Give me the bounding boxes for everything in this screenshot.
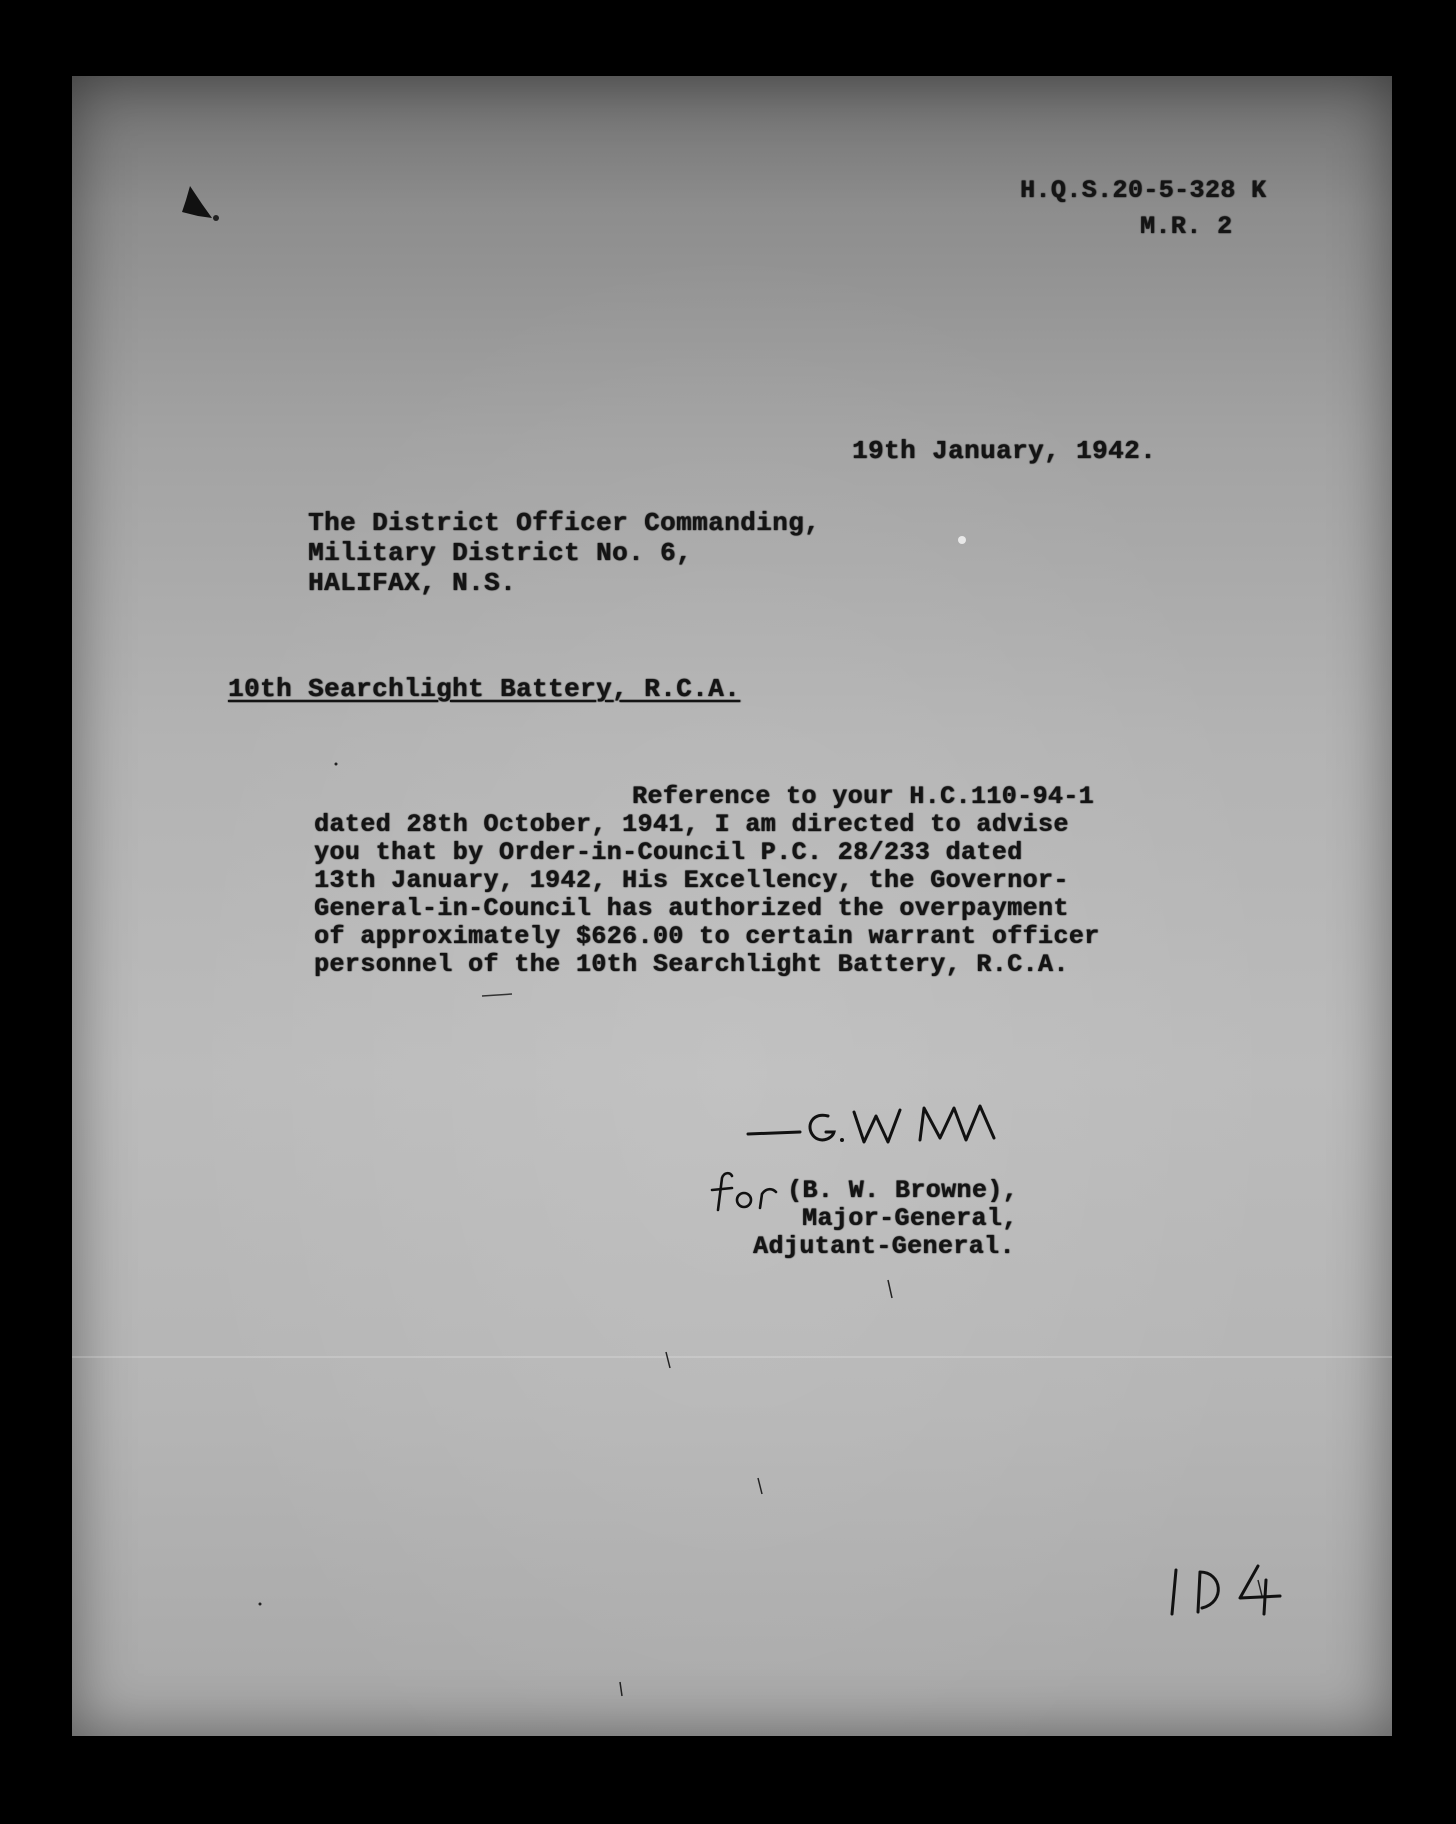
scan-marks bbox=[72, 76, 1392, 1736]
body-line-5: General-in-Council has authorized the overpayment bbox=[314, 894, 1069, 923]
body-line-7: personnel of the 10th Searchlight Battery, R.C.A. bbox=[314, 950, 1069, 979]
mr-reference: M.R. 2 bbox=[1140, 212, 1233, 241]
addressee-line-1: The District Officer Commanding, bbox=[308, 508, 821, 538]
body-line-3: you that by Order-in-Council P.C. 28/233 dated bbox=[314, 838, 1023, 867]
signatory-rank: Major-General, bbox=[802, 1204, 1018, 1233]
document-page bbox=[72, 76, 1392, 1736]
file-reference: H.Q.S.20-5-328 K bbox=[1020, 176, 1267, 205]
letter-date: 19th January, 1942. bbox=[852, 436, 1157, 466]
addressee-line-2: Military District No. 6, bbox=[308, 538, 693, 568]
signatory-name: (B. W. Browne), bbox=[787, 1176, 1019, 1205]
body-line-6: of approximately $626.00 to certain warrant officer bbox=[314, 922, 1100, 951]
body-line-4: 13th January, 1942, His Excellency, the Governor- bbox=[314, 866, 1069, 895]
addressee-line-3: HALIFAX, N.S. bbox=[308, 568, 517, 598]
signatory-title: Adjutant-General. bbox=[753, 1232, 1015, 1261]
subject-text: 10th Searchlight Battery, R.C.A. bbox=[228, 674, 741, 704]
body-line-2: dated 28th October, 1941, I am directed to advise bbox=[314, 810, 1069, 839]
body-line-1: Reference to your H.C.110-94-1 bbox=[632, 782, 1095, 811]
